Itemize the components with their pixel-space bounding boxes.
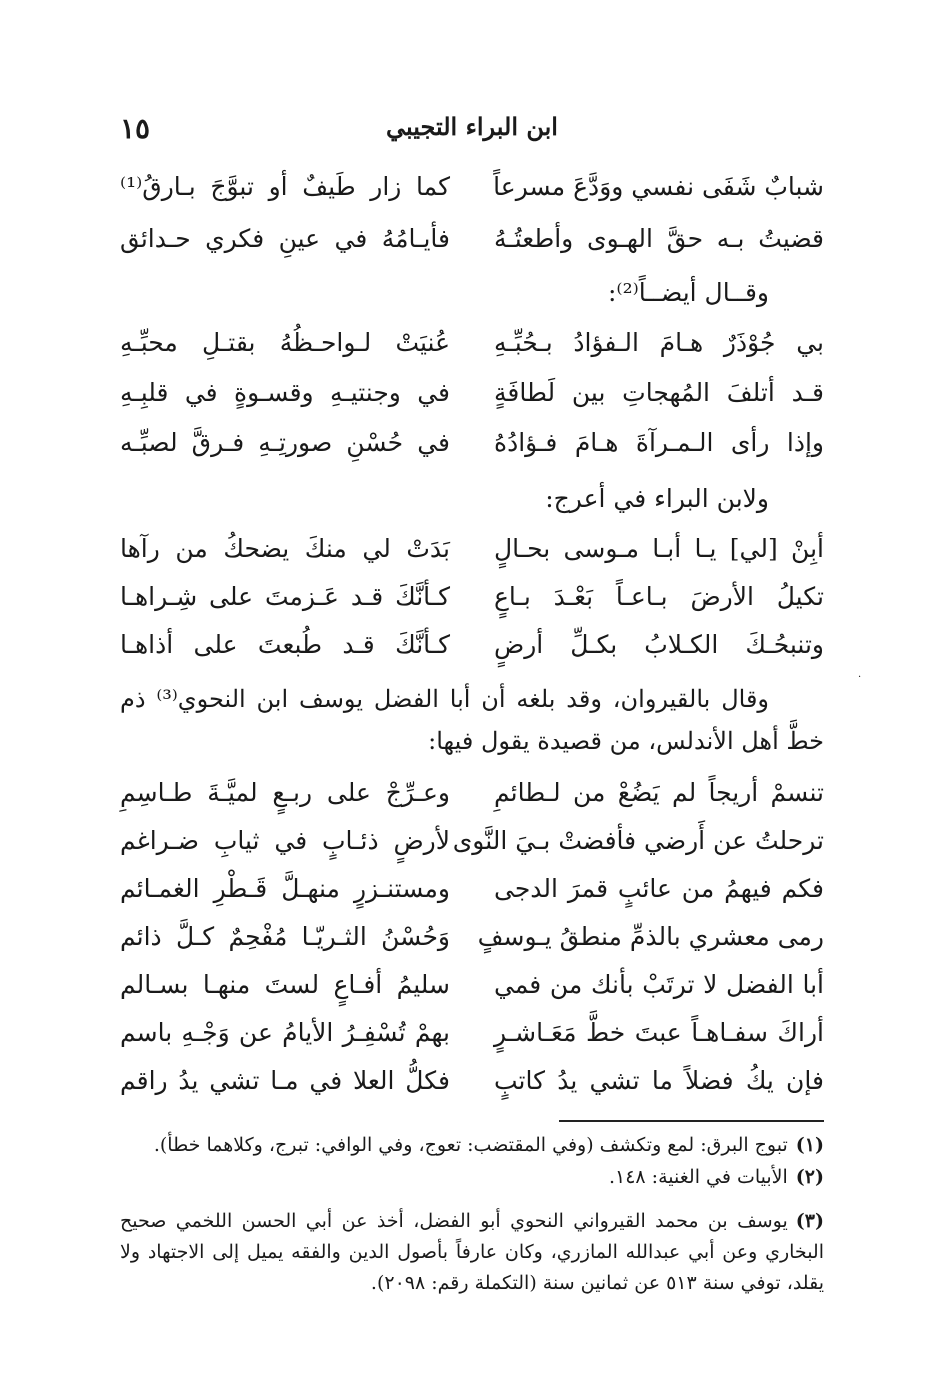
second-hemistich: في حُسْنِ صورتِـهِ فـرقَّ لصبِّـه <box>120 428 450 457</box>
footnote <box>120 1130 824 1161</box>
first-hemistich: تنسمْ أريجاً لم يَضُعْ من لـطائمِ <box>494 778 824 807</box>
verse-line <box>120 874 824 922</box>
footnote <box>120 1206 824 1299</box>
second-hemistich: عُنيَتْ لـواحـظُهُ بقتـلِ محبِّـهِ <box>120 328 450 357</box>
first-hemistich: رمى معشري بالذمِّ منطقُ يـوسفٍ <box>477 922 824 951</box>
footnote-separator <box>559 1120 824 1122</box>
verse-line <box>120 378 824 426</box>
verse-line <box>120 1018 824 1066</box>
second-hemistich: كـأنَّكَ قـد طُبعتَ على أذاهـا <box>120 630 450 659</box>
first-hemistich: قضيتُ بـه حقَّ الهـوى وأطعتُـهُ <box>494 224 824 253</box>
footnote-text: يوسف بن محمد القيرواني النحوي أبو الفضل، أخذ عن أبي الحسن اللخمي صحيح البخاري وعن أبي عبدالله المازري، وكان عارفاً بأصول الدين والفقه يميل إلى الاجتهاد ولا يقلد، توفي سنة ٥١٣ عن ثمانين سنة (التكملة رقم: ٢٠٩٨). <box>120 1210 824 1294</box>
second-hemistich: كما زار طَيفٌ أو تبوَّجَ بـارقُ⁽¹⁾ <box>120 172 450 201</box>
first-hemistich: أراكَ سفـاهـاً عبتَ خطَّ مَعَـاشـرٍ <box>494 1018 824 1047</box>
verse-line <box>120 826 824 874</box>
first-hemistich: فإن يكُ فضلاً ما تشي يدُ كاتبٍ <box>494 1066 824 1095</box>
second-hemistich: ومستنـزرٍ منهـلَّ قَـطْرِ الغمـائم <box>120 874 450 903</box>
verse-line <box>120 582 824 630</box>
verse-line <box>120 1066 824 1114</box>
poem-intro: ولابن البراء في أعرج: <box>545 484 769 513</box>
second-hemistich: فأيـامُهُ في عينِ فكري حـدائق <box>120 224 450 253</box>
verse-line <box>120 534 824 582</box>
second-hemistich: في وجنتيـهِ وقسـوةٍ في قلبِـهِ <box>120 378 450 407</box>
first-hemistich: ترحلتُ عن أَرضي فأفضتْ بـيَ النَّوى <box>452 826 824 855</box>
verse-line <box>120 778 824 826</box>
footnote-number: (١) <box>795 1134 824 1156</box>
first-hemistich: فكم فيهمُ من عائبٍ قمرَ الدجى <box>494 874 824 903</box>
first-hemistich: أبِنْ [لي] يـا أبـا مـوسى بحـالٍ <box>494 534 824 563</box>
first-hemistich: تكيلُ الأرضَ بـاعـاً بَعْـدَ بـاعٍ <box>494 582 824 611</box>
second-hemistich: كـأنَّكَ قـد عَـزمتَ على شِـراهـا <box>120 582 450 611</box>
second-hemistich: وعـرِّجْ على ربـعٍ لميَّـةَ طـاسِمِ <box>120 778 450 807</box>
second-hemistich: وَحُسْنُ الثـريّـا مُفْحِمٌ كـلَّ ذائم <box>120 922 450 951</box>
verse-line <box>120 630 824 678</box>
page-number: ١٥ <box>120 112 151 145</box>
first-hemistich: بي جُوْذَرٌ هـامَ الـفؤادُ بـحُبِّـهِ <box>494 328 824 357</box>
first-hemistich: شبابٌ شَفَى نفسي ووَدَّعَ مسرعاً <box>493 172 824 201</box>
footnote <box>120 1162 824 1193</box>
verse-line <box>120 970 824 1018</box>
second-hemistich: بَدَتْ لي منكَ يضحكُ من رآها <box>120 534 450 563</box>
second-hemistich: لأرضٍ ذئـابٍ في ثيابِ ضـراغم <box>120 826 450 855</box>
footnote-text: الأبيات في الغنية: ١٤٨. <box>608 1166 788 1188</box>
verse-line <box>120 172 824 220</box>
page-header <box>120 112 824 152</box>
first-hemistich: قـد أتلفَ المُهجاتِ بين لَطافَةٍ <box>494 378 824 407</box>
second-hemistich: سليمُ أفـاعٍ لستَ منهـا بسـالم <box>120 970 450 999</box>
margin-mark: · <box>858 672 862 683</box>
verse-line <box>120 328 824 376</box>
running-title: ابن البراء التجيبي <box>386 112 558 141</box>
footnote-number: (٢) <box>795 1166 824 1188</box>
prose-paragraph: وقال بالقيروان، وقد بلغه أن أبا الفضل يوسف ابن النحوي⁽³⁾ ذم خطَّ أهل الأندلس، من قصيدة يقول فيها: <box>120 685 824 755</box>
footnote-text: تبوج البرق: لمع وتكشف (وفي المقتضب: تعوج، وفي الوافي: تبرج، وكلاهما خطأ). <box>153 1134 788 1156</box>
verse-line <box>120 224 824 272</box>
second-hemistich: فكلُّ العلا في مـا تشي يدُ راقم <box>120 1066 450 1095</box>
first-hemistich: أبا الفضل لا ترتَبْ بأنك من فمي <box>494 970 824 999</box>
second-hemistich: بهمْ تُسْفِـرُ الأيامُ عن وَجْـهِ باسم <box>120 1018 450 1047</box>
verse-line <box>120 428 824 476</box>
first-hemistich: وتنبحُـكَ الكـلابُ بكـلِّ أرضٍ <box>494 630 824 659</box>
footnote-number: (٣) <box>795 1210 824 1232</box>
verse-line <box>120 922 824 970</box>
first-hemistich: وإذا رأى الـمـرآةَ هـامَ فـؤادُهُ <box>494 428 824 457</box>
poem-intro: وقــال أيضــاً⁽²⁾: <box>608 278 769 307</box>
